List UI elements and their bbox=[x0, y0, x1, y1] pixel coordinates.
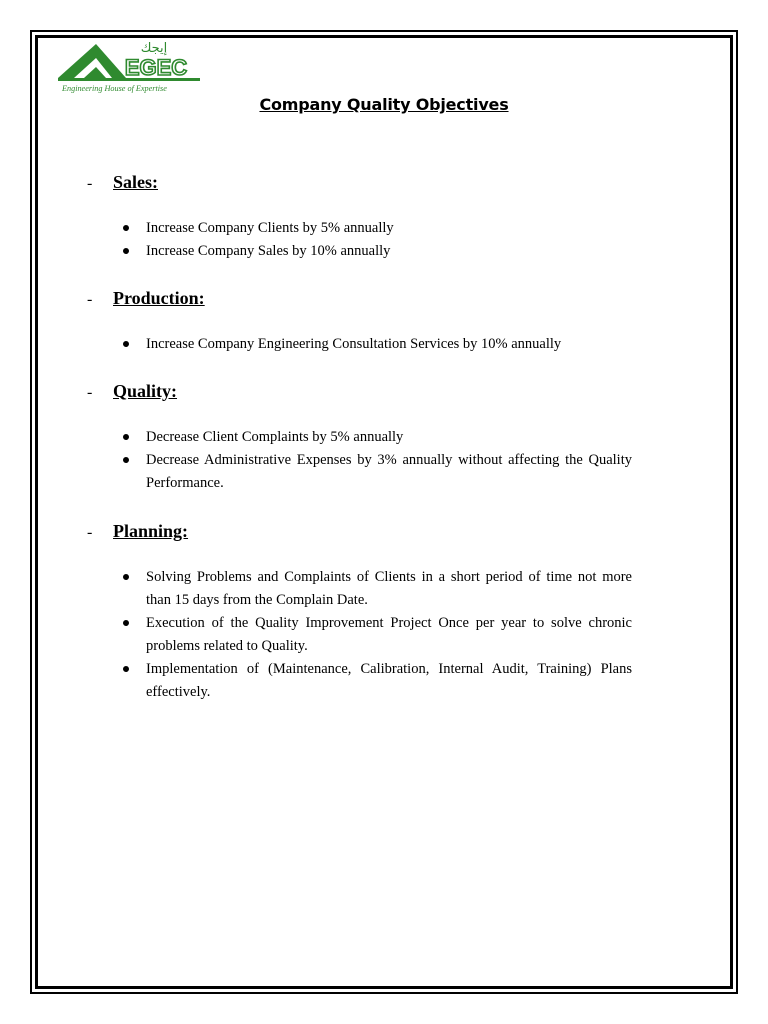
section-dash: - bbox=[87, 384, 93, 401]
logo-tagline: Engineering House of Expertise bbox=[62, 84, 167, 93]
list-item: Decrease Administrative Expenses by 3% annually without affecting the Quality Performance. bbox=[122, 449, 632, 495]
section-planning bbox=[87, 521, 647, 700]
section-title-quality: Quality: bbox=[113, 381, 178, 401]
company-logo bbox=[56, 38, 204, 94]
bullet-icon bbox=[123, 620, 129, 626]
list-item: Increase Company Clients by 5% annually bbox=[122, 217, 632, 240]
logo-text: EGEC bbox=[124, 55, 188, 80]
list-item: Decrease Client Complaints by 5% annually bbox=[122, 426, 632, 449]
page-title: Company Quality Objectives bbox=[259, 95, 509, 114]
bullet-icon bbox=[123, 248, 129, 254]
section-title-production: Production: bbox=[113, 288, 205, 308]
list-item: Solving Problems and Complaints of Clients in a short period of time not more than 15 days from the Complain Date. bbox=[122, 566, 632, 612]
section-title-planning: Planning: bbox=[113, 521, 189, 541]
list-item: Execution of the Quality Improvement Project Once per year to solve chronic problems related to Quality. bbox=[122, 612, 632, 658]
section-dash: - bbox=[87, 291, 93, 308]
section-sales bbox=[87, 172, 647, 259]
section-dash: - bbox=[87, 175, 93, 192]
logo-arabic-text: إيجك bbox=[140, 41, 168, 56]
bullet-icon bbox=[123, 434, 129, 440]
bullet-icon bbox=[123, 666, 129, 672]
list-item: Increase Company Sales by 10% annually bbox=[122, 240, 632, 263]
section-production bbox=[87, 288, 647, 352]
bullet-icon bbox=[123, 457, 129, 463]
bullet-icon bbox=[123, 341, 129, 347]
list-item: Implementation of (Maintenance, Calibration, Internal Audit, Training) Plans effectively. bbox=[122, 658, 632, 704]
section-quality bbox=[87, 381, 647, 491]
bullet-icon bbox=[123, 225, 129, 231]
list-item: Increase Company Engineering Consultation Services by 10% annually bbox=[122, 333, 632, 356]
bullet-icon bbox=[123, 574, 129, 580]
section-dash: - bbox=[87, 524, 93, 541]
section-title-sales: Sales: bbox=[113, 172, 158, 192]
